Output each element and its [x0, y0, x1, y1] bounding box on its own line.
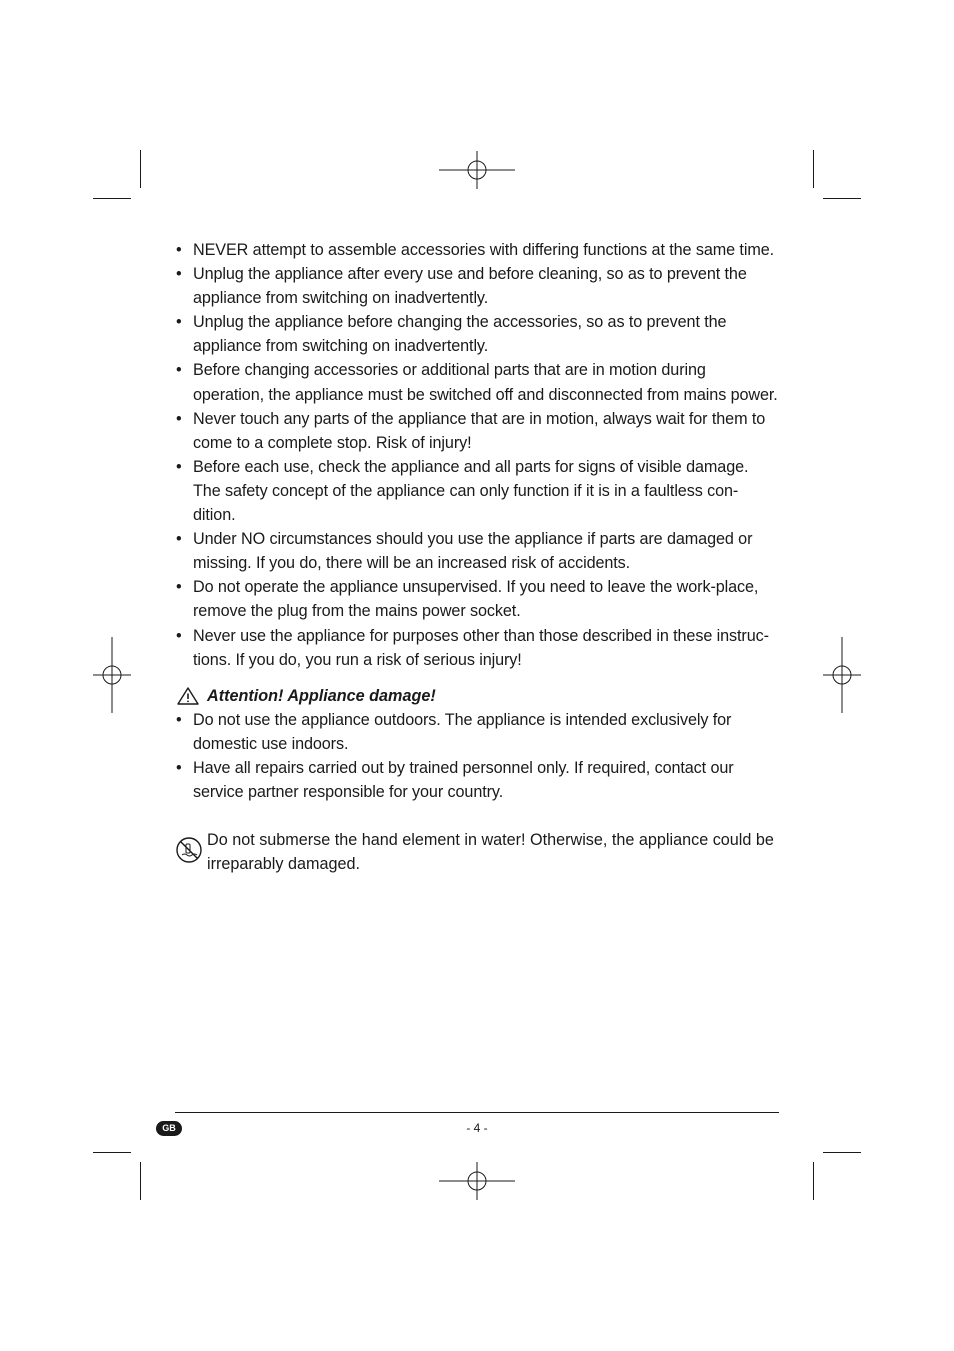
page-content: [175, 238, 780, 876]
registration-mark-icon: [804, 637, 880, 713]
crop-mark: [140, 150, 141, 188]
attention-heading: [175, 684, 780, 708]
damage-list: [175, 708, 780, 804]
crop-mark: [823, 1152, 861, 1153]
list-item: • Never use the appliance for purposes other than those described in these instruc-tions. If you do, you run a risk of serious injury!: [175, 624, 780, 672]
registration-mark-icon: [439, 132, 515, 208]
crop-mark: [93, 198, 131, 199]
crop-mark: [140, 1162, 141, 1200]
list-item: • Under NO circumstances should you use the appliance if parts are damaged or missing. If you do, there will be an increased risk of accidents.: [175, 527, 780, 575]
warning-triangle-icon: [177, 687, 199, 705]
page-number: - 4 -: [466, 1121, 488, 1135]
list-item: • Never touch any parts of the appliance that are in motion, always wait for them to come to a complete stop. Risk of injury!: [175, 407, 780, 455]
crop-mark: [823, 198, 861, 199]
registration-mark-icon: [439, 1143, 515, 1219]
registration-mark-icon: [74, 637, 150, 713]
footer-divider: [175, 1112, 779, 1113]
note-text: Do not submerse the hand element in water! Otherwise, the appliance could be irreparably damaged.: [207, 831, 774, 874]
crop-mark: [813, 150, 814, 188]
list-item: • NEVER attempt to assemble accessories with differing functions at the same time.: [175, 238, 780, 262]
list-item: • Before each use, check the appliance and all parts for signs of visible damage. The safety concept of the appliance can only function if it is in a faultless con-dition.: [175, 455, 780, 527]
attention-heading-text: Attention! Appliance damage!: [207, 686, 436, 705]
list-item: • Do not use the appliance outdoors. The appliance is intended exclusively for domestic use indoors.: [175, 708, 780, 756]
list-item: • Do not operate the appliance unsupervised. If you need to leave the work-place, remove the plug from the mains power socket.: [175, 575, 780, 623]
list-item: • Unplug the appliance before changing the accessories, so as to prevent the appliance from switching on inadvertently.: [175, 310, 780, 358]
safety-list: [175, 238, 780, 672]
water-note: [175, 828, 780, 876]
list-item: • Have all repairs carried out by trained personnel only. If required, contact our service partner responsible for your country.: [175, 756, 780, 804]
crop-mark: [813, 1162, 814, 1200]
list-item: • Unplug the appliance after every use and before cleaning, so as to prevent the appliance from switching on inadvertently.: [175, 262, 780, 310]
crop-mark: [93, 1152, 131, 1153]
language-badge: GB: [156, 1121, 182, 1136]
no-submerse-water-icon: [175, 836, 203, 864]
list-item: • Before changing accessories or additional parts that are in motion during operation, the appliance must be switched off and disconnected from mains power.: [175, 358, 780, 406]
